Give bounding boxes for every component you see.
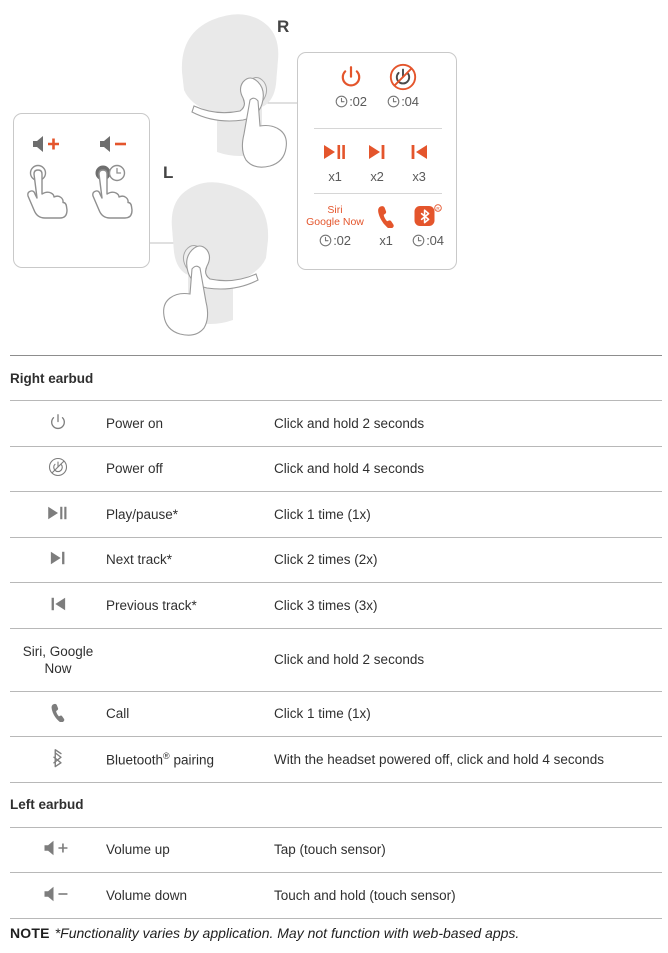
table-cell-label: Next track*: [106, 537, 274, 583]
table-cell-description: Touch and hold (touch sensor): [274, 873, 662, 919]
head-label-left: L: [163, 163, 174, 182]
volume-up-icon: [42, 839, 74, 857]
table-cell-empty: [106, 356, 274, 401]
table-cell-icon: [10, 492, 106, 538]
volume-up-icon: [31, 134, 65, 154]
table-cell-label: Power on: [106, 401, 274, 447]
call-icon: [375, 201, 397, 231]
table-cell-empty: [274, 782, 662, 827]
power-on-icon: [338, 62, 364, 92]
voice-assistant-text: Siri, Google Now: [22, 643, 94, 676]
table-cell-description: Tap (touch sensor): [274, 827, 662, 873]
table-row: [10, 446, 662, 492]
table-cell-icon: [10, 583, 106, 629]
table-cell-icon: [10, 873, 106, 919]
callout-power-off-duration: :04: [387, 94, 418, 109]
table-cell-description: Click and hold 4 seconds: [274, 446, 662, 492]
table-section-heading: Right earbud: [10, 356, 106, 401]
previous-track-icon: [48, 596, 68, 612]
callout-previous-track-count: x3: [412, 169, 426, 184]
touch-and-hold-hand-icon: [89, 162, 139, 220]
table-row: [10, 691, 662, 737]
bluetooth-icon: [50, 747, 66, 769]
tap-hand-icon: [24, 162, 70, 220]
clock-icon: [387, 95, 400, 108]
table-cell-description: Click 1 time (1x): [274, 691, 662, 737]
callout-voice-assistant-duration: :02: [319, 233, 350, 248]
table-cell-empty: [106, 782, 274, 827]
callout-play-pause-count: x1: [328, 169, 342, 184]
callout-power-on: [325, 62, 377, 109]
callout-power-on-duration: :02: [335, 94, 366, 109]
table-cell-description: Click and hold 2 seconds: [274, 401, 662, 447]
table-cell-description: Click 3 times (3x): [274, 583, 662, 629]
callout-divider-1: [314, 128, 442, 129]
callout-media-group: [298, 137, 456, 184]
table-cell-label: Volume down: [106, 873, 274, 919]
callout-call-count: x1: [379, 233, 393, 248]
callout-divider-2: [314, 193, 442, 194]
table-cell-label: [106, 628, 274, 691]
volume-down-icon: [98, 134, 132, 154]
head-left-illustration: [164, 182, 269, 335]
table-cell-label: Call: [106, 691, 274, 737]
right-earbud-callout-panel: [297, 52, 457, 270]
callout-voice-assistant: [301, 201, 369, 248]
svg-text:R: R: [436, 205, 440, 211]
voice-assistant-text: [306, 201, 364, 231]
table-row: [10, 628, 662, 691]
table-cell-label: Power off: [106, 446, 274, 492]
next-track-icon: [366, 137, 388, 167]
table-cell-icon: [10, 827, 106, 873]
play-pause-icon: [322, 137, 348, 167]
note-text: *Functionality varies by application. May not function with web-based apps.: [54, 925, 520, 941]
callout-power-off: [377, 62, 429, 109]
next-track-icon: [48, 550, 68, 566]
callout-previous-track: [398, 137, 440, 184]
table-row: [10, 873, 662, 919]
table-row: [10, 737, 662, 783]
table-cell-label: Play/pause*: [106, 492, 274, 538]
table-section-heading-row: [10, 356, 662, 401]
head-label-right: R: [277, 17, 290, 36]
power-off-icon: [388, 62, 418, 92]
callout-assistant-group: [298, 201, 456, 248]
play-pause-icon: [46, 505, 70, 521]
callout-call: [369, 201, 403, 248]
table-cell-icon: [10, 401, 106, 447]
clock-icon: [319, 234, 332, 247]
table-row: [10, 537, 662, 583]
callout-bluetooth-duration: :04: [412, 233, 443, 248]
google-now-label: Google Now: [306, 216, 364, 228]
table-row: [10, 827, 662, 873]
table-cell-icon: [10, 446, 106, 492]
left-earbud-callout-panel: [13, 113, 150, 268]
siri-label: Siri: [327, 204, 343, 216]
table-cell-description: With the headset powered off, click and hold 4 seconds: [274, 737, 662, 783]
callout-next-track-count: x2: [370, 169, 384, 184]
note-footer: [10, 925, 519, 941]
bluetooth-icon: [413, 201, 443, 231]
clock-icon: [335, 95, 348, 108]
note-keyword: NOTE: [10, 925, 50, 941]
table-row: [10, 492, 662, 538]
table-section-heading-row: [10, 782, 662, 827]
table-row: [10, 583, 662, 629]
table-row: [10, 401, 662, 447]
table-cell-label: Previous track*: [106, 583, 274, 629]
table-cell-description: Click 1 time (1x): [274, 492, 662, 538]
callout-power-group: [298, 62, 456, 109]
table-body: [10, 356, 662, 919]
table-cell-empty: [274, 356, 662, 401]
power-off-icon: [47, 456, 69, 478]
table-cell-label: Volume up: [106, 827, 274, 873]
table-cell-icon: [10, 628, 106, 691]
callout-play-pause: [314, 137, 356, 184]
table-section-heading: Left earbud: [10, 782, 106, 827]
table-cell-icon: [10, 691, 106, 737]
callout-next-track: [356, 137, 398, 184]
table-cell-description: Click 2 times (2x): [274, 537, 662, 583]
previous-track-icon: [408, 137, 430, 167]
call-icon: [49, 702, 67, 722]
table-cell-icon: [10, 537, 106, 583]
table-cell-icon: [10, 737, 106, 783]
clock-icon: [412, 234, 425, 247]
earbud-controls-table: [10, 355, 662, 919]
callout-bluetooth: [403, 201, 453, 248]
head-right-illustration: [182, 14, 290, 167]
table-cell-description: Click and hold 2 seconds: [274, 628, 662, 691]
power-on-icon: [48, 412, 68, 432]
illustration-diagram: [0, 0, 668, 340]
volume-down-icon: [42, 885, 74, 903]
table-cell-label: Bluetooth® pairing: [106, 737, 274, 783]
